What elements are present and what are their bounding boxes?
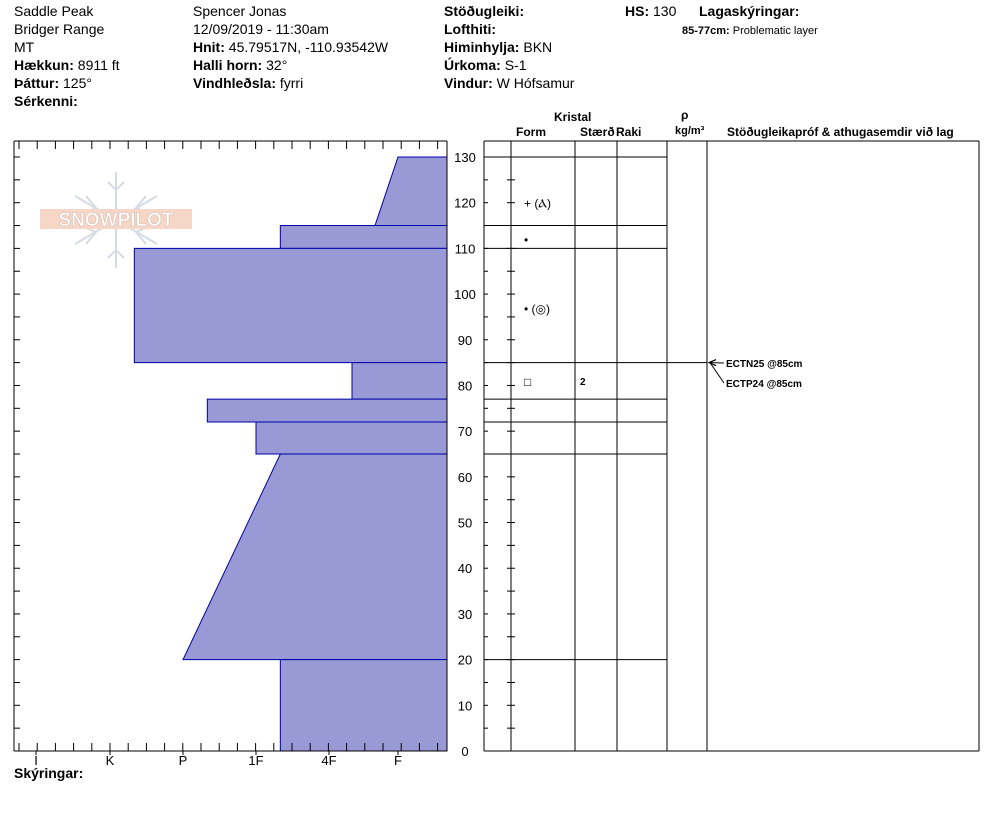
depth-tick-label: 60 [457,469,473,485]
aspect-label: Þáttur: [14,75,60,91]
hardness-tick-label: F [394,753,402,768]
layer-notes-label: Lagaskýringar: [699,3,800,19]
coords-label: Hnit: [193,39,225,55]
depth-tick-label: 30 [457,606,473,622]
crystal-header: Kristal [554,110,592,124]
hardness-bar [375,157,447,226]
grain-form-symbol: + (Ⲁ) [524,196,551,211]
depth-tick-label: 40 [457,561,473,577]
wind-loading-label: Vindhleðsla: [193,75,276,91]
depth-tick-label: 50 [457,515,473,531]
test-arrow-line [710,363,724,383]
notes-label: Skýringar: [14,765,84,781]
hardness-bar [207,399,447,422]
hardness-bars [134,157,447,751]
hs-label: HS: [625,3,650,19]
depth-tick-label: 80 [457,378,473,394]
grain-form-symbol: • (◎) [524,301,550,316]
hardness-bar [134,248,447,362]
sky-label: Himinhylja: [444,39,520,55]
depth-tick-label: 10 [457,698,473,714]
hardness-bar [352,363,447,400]
layer-grid [484,141,979,751]
hs-value: 130 [653,3,677,19]
stability-test-label: ECTP24 @85cm [726,379,802,390]
depth-tick-label: 70 [457,424,473,440]
depth-tick-label: 90 [457,332,473,348]
wind-value: W Hófsamur [496,75,575,91]
coords-value: 45.79517N, -110.93542W [228,39,389,55]
hardness-tick-label: K [105,753,115,768]
moisture-header: Raki [616,125,642,139]
grain-form-symbol: • [524,233,529,248]
layer-note-range: 85-77cm: [682,25,730,37]
elevation-value: 8911 ft [77,57,120,73]
hardness-bar [183,454,447,660]
elevation-label: Hækkun: [14,57,74,73]
depth-tick-label: 110 [454,241,476,257]
observation-datetime: 12/09/2019 - 11:30am [193,21,329,37]
sky-value: BKN [523,39,553,55]
hardness-tick-label: 4F [321,753,337,768]
wind-loading-value: fyrri [279,75,304,91]
mountain-range: Bridger Range [14,21,105,37]
state: MT [14,39,35,55]
layer-note-text: Problematic layer [732,25,818,37]
precip-value: S-1 [504,57,527,73]
hardness-bar [256,422,447,454]
hardness-tick-label: I [34,753,38,768]
density-unit-header: kg/m³ [675,125,705,137]
aspect-value: 125° [63,75,92,91]
stability-label: Stöðugleiki: [444,3,525,19]
depth-tick-label: 130 [454,150,476,165]
hardness-bar [280,226,447,249]
tests-header: Stöðugleikapróf & athugasemdir við lag [727,125,954,139]
features-label: Sérkenni: [14,93,78,109]
slope-value: 32° [266,57,288,73]
rho-header: ρ [681,108,689,122]
depth-tick-label: 20 [457,652,473,668]
grain-form-symbol: □ [524,374,532,389]
depth-tick-label: 100 [454,287,476,303]
stability-test-label: ECTN25 @85cm [726,359,803,370]
slope-label: Halli horn: [193,57,263,73]
size-header: Stærð [580,125,615,139]
wind-label: Vindur: [444,75,493,91]
observer-name: Spencer Jonas [193,3,287,19]
logo-text: SNOWPILOT [58,210,174,231]
air-temp-label: Lofthiti: [444,21,497,37]
location-name: Saddle Peak [14,3,94,19]
hardness-tick-label: P [178,753,188,768]
form-header: Form [516,125,546,139]
depth-tick-label: 0 [461,744,469,759]
hardness-bar [280,660,447,751]
depth-tick-label: 120 [454,195,476,211]
precip-label: Úrkoma: [444,57,501,73]
grain-size-value: 2 [580,376,586,388]
hardness-tick-label: 1F [248,753,264,768]
